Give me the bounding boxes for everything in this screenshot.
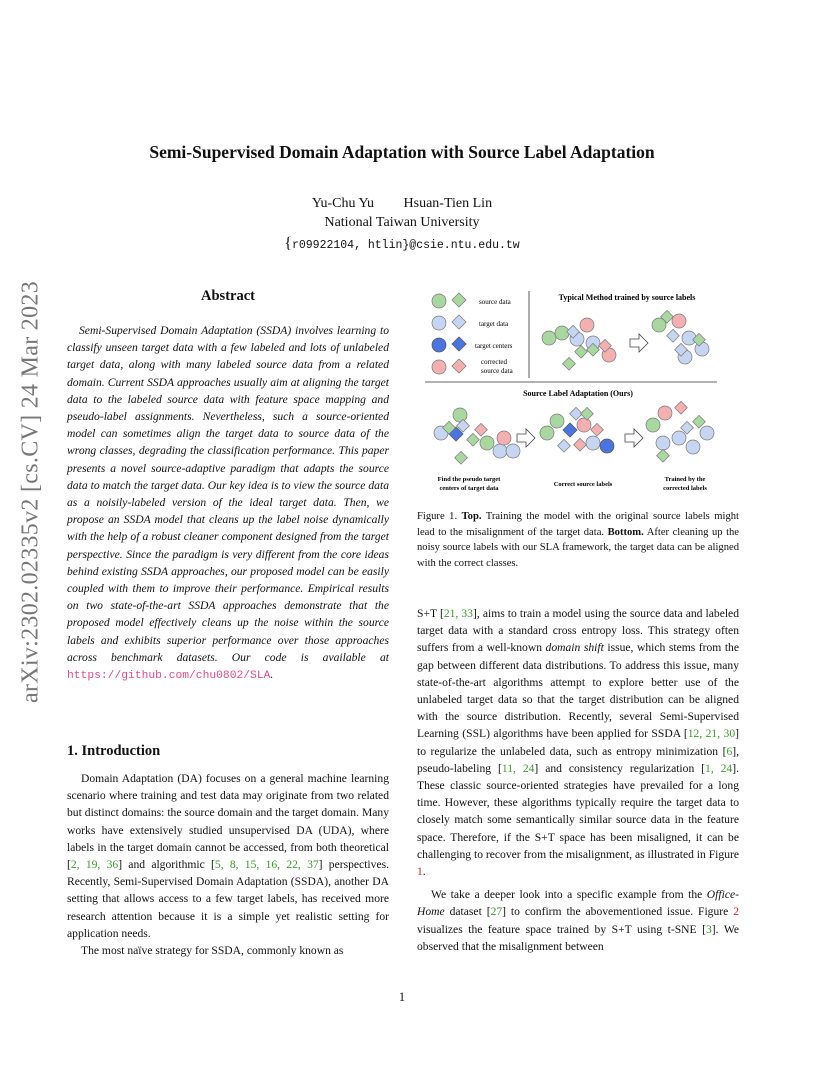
top-panel-after — [652, 310, 709, 364]
legend-source: source data — [479, 298, 511, 306]
intro-paragraph-2: The most naïve strategy for SSDA, commonly known as — [81, 944, 344, 958]
caption-top: Top. — [461, 511, 482, 522]
email-text: r09922104, htlin}@csie.ntu.edu.tw — [291, 239, 520, 252]
right-column-text — [417, 605, 739, 955]
caption-bottom: Bottom. — [607, 526, 644, 538]
affiliation: National Taiwan University — [324, 215, 480, 230]
legend-target: target data — [479, 320, 509, 328]
intro-paragraph-1 — [67, 770, 389, 942]
right-paragraph-2 — [417, 886, 739, 955]
text-run: ], pseudo-labeling [ — [417, 744, 739, 775]
author-2: Hsuan-Tien Lin — [403, 196, 493, 211]
text-run: ] and consistency regularization [ — [534, 761, 706, 775]
bottom-panel-2 — [540, 407, 614, 453]
text-run: We take a deeper look into a specific example from the — [431, 888, 707, 902]
text-run: ]. We observed that the misalignment between — [417, 922, 739, 953]
citation[interactable]: 12, 21, 30 — [687, 727, 736, 741]
blue-diamond-icon — [452, 315, 466, 329]
arrow-right-icon — [625, 429, 643, 447]
code-link[interactable]: https://github.com/chu0802/SLA — [67, 670, 271, 683]
blue-circle-icon — [432, 316, 446, 330]
step-3-label: Trained by the corrected labels — [663, 476, 707, 492]
figure-ref[interactable]: 2 — [733, 905, 739, 919]
arrow-right-icon — [630, 334, 648, 352]
text-run: ], aims to train a model using the source data and labeled target data with a standard cross entropy loss. This strategy often suffers from a well-known — [417, 607, 740, 655]
abstract-body: Semi-Supervised Domain Adaptation (SSDA) involves learning to classify unseen target data with a few labeled and lots of unlabeled target data, along with many labeled source data from a related domain. Current SSDA approaches usually aim at aligning the target data to the labeled source data with feature space mapping and pseudo-label assignments. Nevertheless, such a source-oriented model can sometimes align the target data to source data of the wrong classes, degrading the classification performance. This paper presents a novel source-adaptive paradigm that adapts the source data to match the target data. Our key idea is to view the source data as a noisily-labeled version of the ideal target data. Then, we propose an SSDA model that cleans up the label noise dynamically with the help of a robust cleaner component designed from the target perspective. Since the paradigm is very different from the core ideas behind existing SSDA approaches, our proposed model can be easily coupled with them to improve their performance. Empirical results on two state-of-the-art SSDA approaches demonstrate that the proposed model effectively cleans up the noise within the source labels and exhibits superior performance over those approaches across benchmark datasets. Our code is available at — [67, 324, 389, 664]
bottom-title: Source Label Adaptation (Ours) — [523, 389, 633, 398]
arxiv-id: arXiv:2302.02335v2 [cs.CV] 24 Mar 2023 — [17, 280, 44, 704]
text-run: ] to regularize the unlabeled data, such as entropy minimization [ — [417, 727, 739, 758]
arxiv-sidebar — [14, 282, 48, 702]
abstract-heading: Abstract — [201, 288, 255, 304]
intro-left-column — [67, 770, 389, 959]
email — [0, 235, 804, 253]
text-run: issue, which stems from the gap between different data distributions. To address this issue, many state-of-the-art algorithms attempt to explore better use of the unlabeled target data so that the target distribution can be aligned with the source distribution. Recently, several Semi-Supervised Learning (SSL) algorithms have been applied for SSDA [ — [417, 641, 740, 741]
red-diamond-icon — [452, 359, 466, 373]
text-run: S+T [ — [417, 607, 444, 620]
legend-corrected: corrected source data — [481, 358, 513, 375]
text-run: dataset [ — [444, 905, 491, 919]
figure-1 — [417, 283, 739, 503]
figure-legend — [432, 293, 514, 375]
email-brace: { — [284, 235, 292, 252]
text-run: ] perspectives. Recently, Semi-Supervised Domain Adaptation (SSDA), another DA setting that allows access to a few target labels, has received more research attention because it is a simple yet realistic setting for application needs. — [67, 858, 389, 940]
text-run: ] and algorithmic [ — [118, 858, 215, 872]
caption-text-1: Training the model with the original source labels might lead to the misalignment of the target data. — [417, 511, 739, 538]
paper-title: Semi-Supervised Domain Adaptation with Source Label Adaptation — [149, 142, 655, 162]
citation[interactable]: 2, 19, 36 — [70, 858, 119, 872]
bottom-panel-1 — [434, 408, 520, 464]
author-1: Yu-Chu Yu — [311, 196, 375, 211]
citation[interactable]: 27 — [490, 905, 503, 919]
citation[interactable]: 1, 24 — [705, 761, 733, 775]
step-1-label: Find the pseudo target centers of target data — [437, 476, 501, 492]
emphasis: domain shift — [545, 641, 604, 655]
text-run: . — [422, 865, 426, 879]
top-panel-before — [542, 318, 616, 370]
arrow-right-icon — [517, 429, 535, 447]
legend-centers: target centers — [475, 342, 513, 350]
center-circle-icon — [432, 338, 446, 352]
text-run: ] to confirm the abovementioned issue. Figure — [502, 905, 734, 919]
caption-label: Figure 1. — [417, 511, 462, 522]
citation[interactable]: 3 — [705, 922, 712, 936]
authors — [0, 196, 804, 212]
red-circle-icon — [432, 360, 446, 374]
intro-heading: 1. Introduction — [67, 743, 161, 759]
citation[interactable]: 21, 33 — [443, 607, 473, 620]
abstract-text — [67, 322, 389, 685]
citation[interactable]: 6 — [726, 744, 733, 758]
citation[interactable]: 5, 8, 15, 16, 22, 37 — [214, 858, 319, 872]
top-title: Typical Method trained by source labels — [558, 293, 696, 302]
text-run: Domain Adaptation (DA) focuses on a general machine learning scenario where training and test data may originate from two related but distinct domains: the source domain and the target domain. Many works have extensively studied unsupervised DA (UDA), where labels in the target domain cannot be accessed, from both theoretical [ — [67, 772, 389, 872]
green-circle-icon — [432, 294, 446, 308]
abstract-end: . — [270, 668, 274, 682]
figure-caption — [417, 509, 739, 572]
bottom-panel-3 — [646, 401, 714, 462]
figure-ref[interactable]: 1 — [417, 865, 423, 879]
citation[interactable]: 11, 24 — [501, 761, 535, 775]
green-diamond-icon — [452, 293, 466, 307]
text-run: ]. These classic source-oriented strategies have prevailed for a long time. However, these algorithms typically require the target data to closely match some semantically similar source data in the feature space. Therefore, if the S+T space has been misaligned, it can be challenging to recover from the misalignment, as illustrated in Figure — [417, 761, 740, 861]
center-diamond-icon — [452, 337, 466, 351]
caption-text-2: After cleaning up the noisy source labels with our SLA framework, the target data can be aligned with the correct classes. — [417, 526, 740, 570]
right-paragraph-1 — [417, 605, 739, 880]
text-run: visualizes the feature space trained by S+T using t-SNE [ — [417, 922, 706, 936]
page-number: 1 — [398, 990, 406, 1004]
emphasis: Office-Home — [417, 888, 739, 919]
step-2-label: Correct source labels — [553, 481, 613, 488]
